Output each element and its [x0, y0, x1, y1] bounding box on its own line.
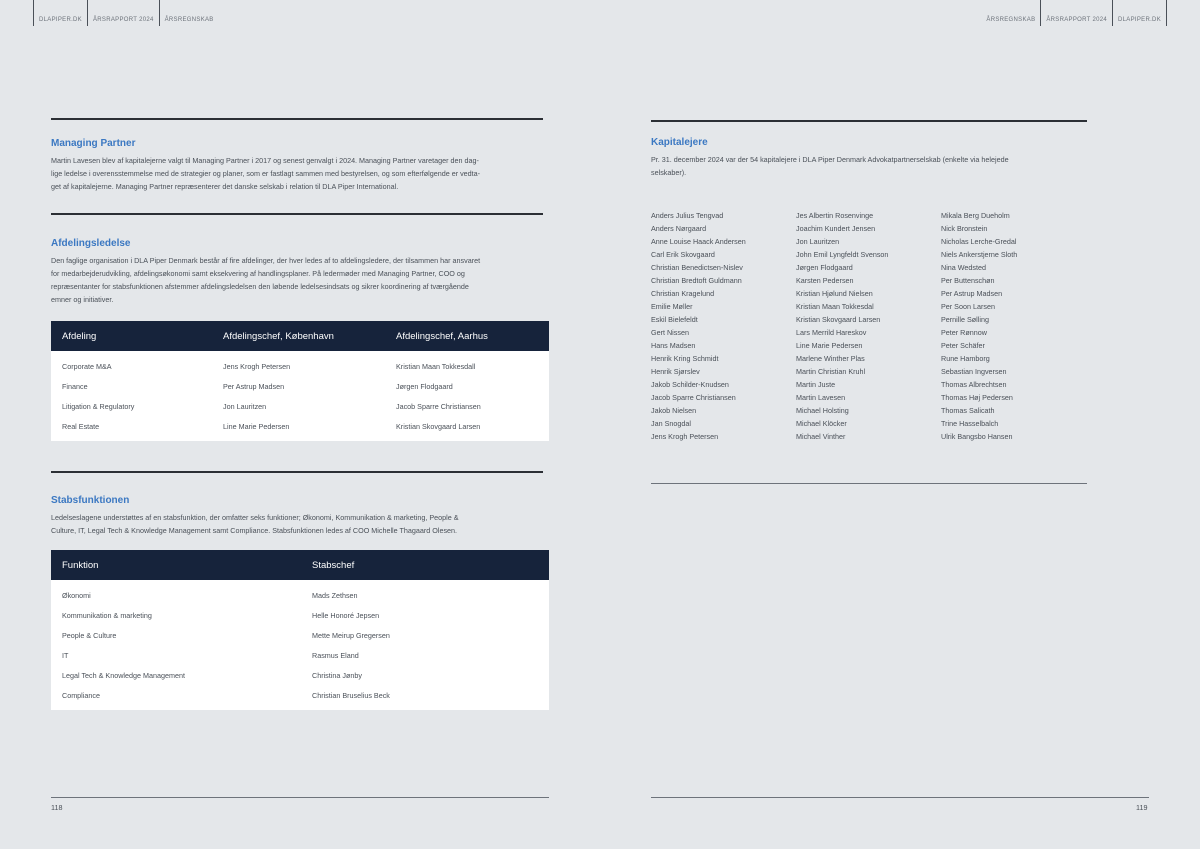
funktion-table [51, 550, 549, 710]
table-row: Økonomi Mads Zethsen [62, 590, 358, 600]
table-row: Legal Tech & Knowledge Management Christina Jønby [62, 670, 362, 680]
list-item: Marlene Winther Plas [796, 354, 865, 363]
crumb-dlapiper-link[interactable]: DLAPIPER.DK [1113, 0, 1167, 26]
list-item: Jacob Sparre Christiansen [651, 393, 736, 402]
list-item: Kristian Skovgaard Larsen [796, 315, 881, 324]
column-header: Afdelingschef, København [223, 330, 334, 342]
list-item: Michael Holsting [796, 406, 849, 415]
list-item: Jørgen Flodgaard [796, 263, 853, 272]
table-row: Compliance Christian Bruselius Beck [62, 690, 390, 700]
footer-divider [651, 797, 1149, 798]
list-item: Nick Bronstein [941, 224, 988, 233]
crumb-arsrapport-link[interactable]: ÅRSRAPPORT 2024 [87, 0, 159, 26]
section-divider [51, 118, 543, 120]
column-header: Afdeling [62, 330, 97, 342]
page-number-left: 118 [51, 803, 63, 812]
section-divider [651, 120, 1087, 122]
list-item: Peter Schäfer [941, 341, 985, 350]
kapitalejere-list-column-3 [941, 209, 1017, 443]
list-item: Carl Erik Skovgaard [651, 250, 715, 259]
table-row: Finance Per Astrup Madsen Jørgen Flodgaard [62, 381, 453, 391]
list-item: Niels Ankerstjerne Sloth [941, 250, 1018, 259]
list-item: Thomas Albrechtsen [941, 380, 1007, 389]
page-number-right: 119 [1136, 803, 1148, 812]
list-item: John Emil Lyngfeldt Svenson [796, 250, 889, 259]
list-item: Thomas Salicath [941, 406, 995, 415]
managing-partner-text: Martin Lavesen blev af kapitalejerne valgt til Managing Partner i 2017 og senest genvalgt i 2024. Managing Partner varetager den dag- lige ledelse i overensstemmelse med de strategier og planer, som er fastlagt sammen med bestyrelsen, og som efterfølgende er vedta- get af kapitalejerne. Managing Partner repræsenterer det danske selskab i relation til DLA Piper International. [51, 156, 481, 191]
section-divider [651, 483, 1087, 484]
list-item: Christian Kragelund [651, 289, 715, 298]
breadcrumb-left [33, 0, 219, 26]
list-item: Henrik Sjørslev [651, 367, 700, 376]
list-item: Eskil Bielefeldt [651, 315, 698, 324]
crumb-arsregnskab-link[interactable]: ÅRSREGNSKAB [159, 0, 219, 26]
list-item: Thomas Høj Pedersen [941, 393, 1013, 402]
afdelingsledelse-text: Den faglige organisation i DLA Piper Denmark består af fire afdelinger, der hver ledes af to afdelingsledere, der tilsammen har ansvaret for medarbejderudvikling, afdelingsøkonomi samt eksekvering af handlingsplaner. På ledermøder med Managing Partner, COO og repræsentanter for stabsfunktionen afstemmer afdelingsledelsen den løbende ledelsesindsats og sikrer koordinering af tværgående emner og initiativer. [51, 256, 481, 304]
kapitalejere-list-column-1 [651, 209, 746, 443]
list-item: Line Marie Pedersen [796, 341, 863, 350]
list-item: Nicholas Lerche-Gredal [941, 237, 1017, 246]
list-item: Anders Julius Tengvad [651, 211, 724, 220]
list-item: Jan Snogdal [651, 419, 691, 428]
table-row: Kommunikation & marketing Helle Honoré Jepsen [62, 610, 380, 620]
list-item: Jens Krogh Petersen [651, 432, 719, 441]
list-item: Per Soon Larsen [941, 302, 995, 311]
crumb-arsrapport-link[interactable]: ÅRSRAPPORT 2024 [1041, 0, 1113, 26]
list-item: Rune Hamborg [941, 354, 990, 363]
table-row: IT Rasmus Eland [62, 650, 359, 660]
list-item: Sebastian Ingversen [941, 367, 1007, 376]
table-header [51, 321, 549, 351]
table-row: Corporate M&A Jens Krogh Petersen Kristian Maan Tokkesdall [62, 361, 476, 371]
column-header: Funktion [62, 559, 99, 571]
list-item: Per Buttenschøn [941, 276, 995, 285]
list-item: Emilie Møller [651, 302, 693, 311]
footer-divider [51, 797, 549, 798]
list-item: Joachim Kundert Jensen [796, 224, 876, 233]
list-item: Martin Juste [796, 380, 836, 389]
list-item: Christian Benedictsen-Nislev [651, 263, 743, 272]
list-item: Kristian Hjølund Nielsen [796, 289, 873, 298]
list-item: Christian Bredtoft Guldmann [651, 276, 742, 285]
section-divider [51, 471, 543, 473]
list-item: Lars Merrild Hareskov [796, 328, 867, 337]
list-item: Mikala Berg Dueholm [941, 211, 1010, 220]
section-divider [51, 213, 543, 215]
list-item: Martin Christian Kruhl [796, 367, 866, 376]
managing-partner-heading: Managing Partner [51, 138, 136, 149]
list-item: Michael Vinther [796, 432, 846, 441]
crumb-dlapiper-link[interactable]: DLAPIPER.DK [33, 0, 87, 26]
afdelingsledelse-heading: Afdelingsledelse [51, 238, 131, 249]
list-item: Anders Nørgaard [651, 224, 707, 233]
kapitalejere-list-column-2 [796, 209, 888, 443]
table-row: Litigation & Regulatory Jon Lauritzen Jacob Sparre Christiansen [62, 401, 481, 411]
list-item: Nina Wedsted [941, 263, 987, 272]
column-header: Stabschef [312, 559, 355, 571]
table-header [51, 550, 549, 580]
list-item: Anne Louise Haack Andersen [651, 237, 746, 246]
list-item: Jakob Nielsen [651, 406, 697, 415]
table-row: Real Estate Line Marie Pedersen Kristian Skovgaard Larsen [62, 421, 481, 431]
list-item: Gert Nissen [651, 328, 689, 337]
list-item: Pernille Sølling [941, 315, 989, 324]
list-item: Hans Madsen [651, 341, 696, 350]
breadcrumb-right [981, 0, 1167, 26]
kapitalejere-text: Pr. 31. december 2024 var der 54 kapitalejere i DLA Piper Denmark Advokatpartnerselskab (enkelte via helejede selskaber). [651, 155, 1009, 177]
list-item: Martin Lavesen [796, 393, 846, 402]
stabsfunktionen-heading: Stabsfunktionen [51, 495, 130, 506]
list-item: Jon Lauritzen [796, 237, 840, 246]
crumb-arsregnskab-link[interactable]: ÅRSREGNSKAB [981, 0, 1041, 26]
list-item: Peter Rønnow [941, 328, 987, 337]
list-item: Michael Klöcker [796, 419, 847, 428]
list-item: Trine Hasselbalch [941, 419, 999, 428]
kapitalejere-heading: Kapitalejere [651, 137, 708, 148]
afdeling-table [51, 321, 549, 441]
list-item: Kristian Maan Tokkesdal [796, 302, 874, 311]
list-item: Ulrik Bangsbo Hansen [941, 432, 1013, 441]
list-item: Henrik Kring Schmidt [651, 354, 719, 363]
stabsfunktionen-text: Ledelseslagene understøttes af en stabsfunktion, der omfatter seks funktioner; Økonomi, Kommunikation & marketing, People & Culture, IT, Legal Tech & Knowledge Management samt Compliance. Stabsfunktionen ledes af COO Michelle Thagaard Olesen. [51, 513, 459, 535]
table-row: People & Culture Mette Meirup Gregersen [62, 630, 390, 640]
list-item: Karsten Pedersen [796, 276, 854, 285]
list-item: Jakob Schilder-Knudsen [651, 380, 729, 389]
list-item: Jes Albertin Rosenvinge [796, 211, 874, 220]
list-item: Per Astrup Madsen [941, 289, 1003, 298]
column-header: Afdelingschef, Aarhus [396, 330, 488, 342]
